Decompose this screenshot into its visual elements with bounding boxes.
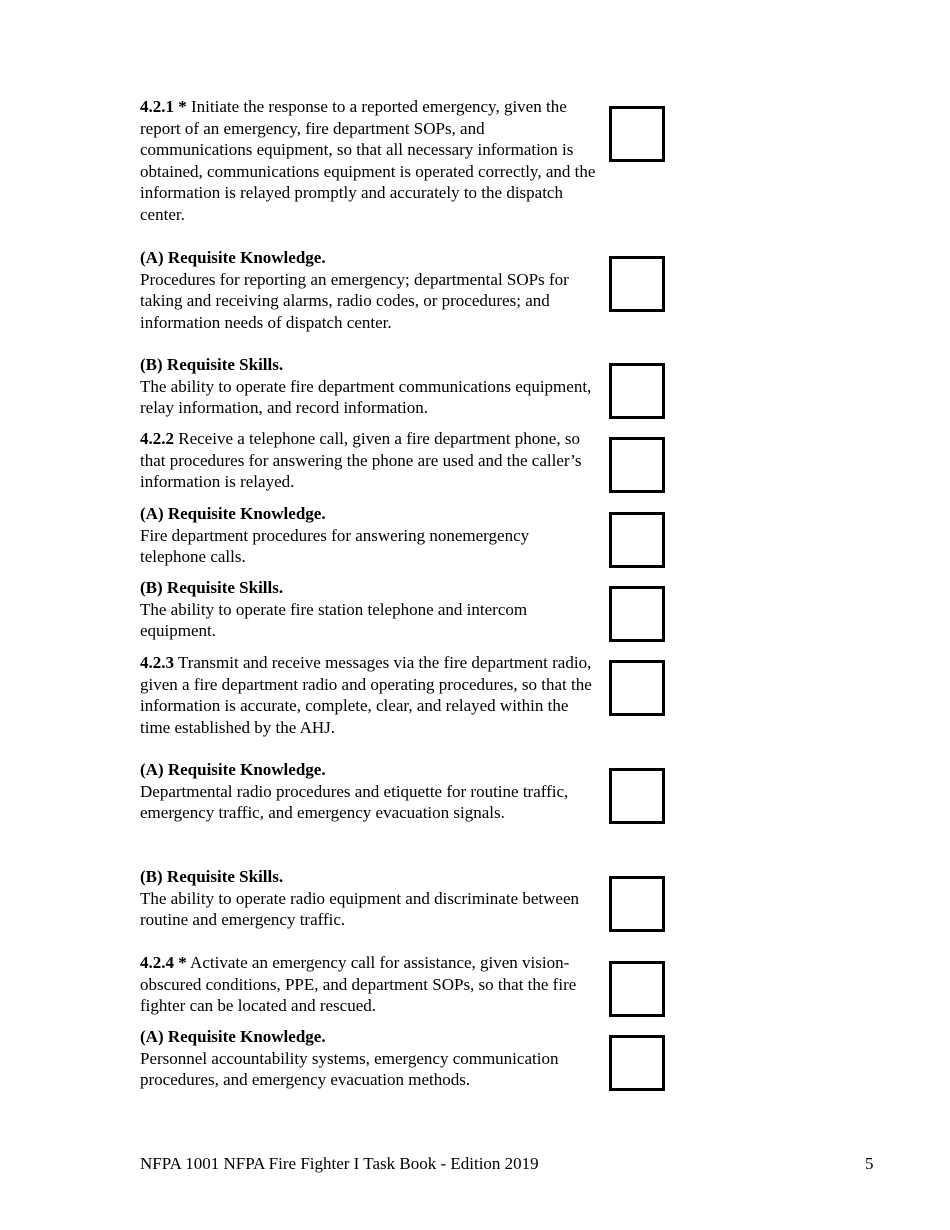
- section-4-2-2-text: [140, 428, 598, 493]
- requisite-skills-heading: (B) Requisite Skills.: [140, 355, 284, 374]
- requisite-skills-text: The ability to operate radio equipment and discriminate between routine and emergency traffic.: [140, 888, 580, 930]
- section-number: 4.2.4: [140, 953, 174, 972]
- requisite-skills-heading: (B) Requisite Skills.: [140, 578, 284, 597]
- checkbox-4-2-3-skills[interactable]: [609, 876, 665, 932]
- checkbox-4-2-2-knowledge[interactable]: [609, 512, 665, 568]
- requisite-knowledge-heading: (A) Requisite Knowledge.: [140, 760, 326, 779]
- checkbox-4-2-3-knowledge[interactable]: [609, 768, 665, 824]
- section-marker: *: [174, 97, 187, 116]
- section-4-2-3: [140, 652, 598, 738]
- requisite-knowledge-heading: (A) Requisite Knowledge.: [140, 1027, 326, 1046]
- requisite-knowledge-heading: (A) Requisite Knowledge.: [140, 504, 326, 523]
- section-4-2-2: [140, 428, 598, 493]
- checkbox-4-2-2[interactable]: [609, 437, 665, 493]
- checkbox-4-2-1-skills[interactable]: [609, 363, 665, 419]
- requisite-skills-heading: (B) Requisite Skills.: [140, 867, 284, 886]
- section-4-2-2-knowledge: [140, 503, 598, 568]
- requisite-knowledge-text: Personnel accountability systems, emergency communication procedures, and emergency evacuation methods.: [140, 1048, 559, 1090]
- section-number: 4.2.3: [140, 653, 174, 672]
- checkbox-4-2-1-knowledge[interactable]: [609, 256, 665, 312]
- section-4-2-1-skills: [140, 354, 598, 419]
- section-4-2-4: [140, 952, 598, 1017]
- section-description: Transmit and receive messages via the fire department radio, given a fire department radio and operating procedures, so that the information is accurate, complete, clear, and relayed within the time established by the AHJ.: [140, 653, 592, 737]
- checkbox-4-2-4[interactable]: [609, 961, 665, 1017]
- section-4-2-1-text: [140, 96, 598, 226]
- requisite-knowledge-heading: (A) Requisite Knowledge.: [140, 248, 326, 267]
- checkbox-4-2-2-skills[interactable]: [609, 586, 665, 642]
- requisite-knowledge-text: Procedures for reporting an emergency; departmental SOPs for taking and receiving alarms, radio codes, or procedures; and information needs of dispatch center.: [140, 269, 569, 332]
- checkbox-4-2-3[interactable]: [609, 660, 665, 716]
- section-description: Activate an emergency call for assistance, given vision-obscured conditions, PPE, and department SOPs, so that the fire fighter can be located and rescued.: [140, 953, 577, 1016]
- section-4-2-1: [140, 96, 598, 226]
- checkbox-4-2-1[interactable]: [609, 106, 665, 162]
- section-description: Initiate the response to a reported emergency, given the report of an emergency, fire department SOPs, and communications equipment, so that all necessary information is obtained, communications equipment is operated correctly, and the information is relayed promptly and accurately to the dispatch center.: [140, 97, 596, 224]
- section-number: 4.2.2: [140, 429, 174, 448]
- footer-title: NFPA 1001 NFPA Fire Fighter I Task Book - Edition 2019: [140, 1154, 539, 1173]
- section-description: Receive a telephone call, given a fire department phone, so that procedures for answering the phone are used and the caller’s information is relayed.: [140, 429, 582, 492]
- section-number: 4.2.1: [140, 97, 174, 116]
- requisite-skills-text: The ability to operate fire station telephone and intercom equipment.: [140, 599, 528, 641]
- section-4-2-3-skills: [140, 866, 598, 931]
- page-number: 5: [865, 1154, 874, 1173]
- section-4-2-2-skills: [140, 577, 598, 642]
- section-marker: *: [174, 953, 187, 972]
- requisite-skills-text: The ability to operate fire department communications equipment, relay information, and record information.: [140, 376, 592, 418]
- section-4-2-4-knowledge: [140, 1026, 598, 1091]
- section-4-2-4-text: [140, 952, 598, 1017]
- checkbox-4-2-4-knowledge[interactable]: [609, 1035, 665, 1091]
- section-4-2-3-knowledge: [140, 759, 598, 824]
- requisite-knowledge-text: Fire department procedures for answering nonemergency telephone calls.: [140, 525, 530, 567]
- section-4-2-3-text: [140, 652, 598, 738]
- requisite-knowledge-text: Departmental radio procedures and etiquette for routine traffic, emergency traffic, and emergency evacuation signals.: [140, 781, 569, 823]
- section-4-2-1-knowledge: [140, 247, 598, 333]
